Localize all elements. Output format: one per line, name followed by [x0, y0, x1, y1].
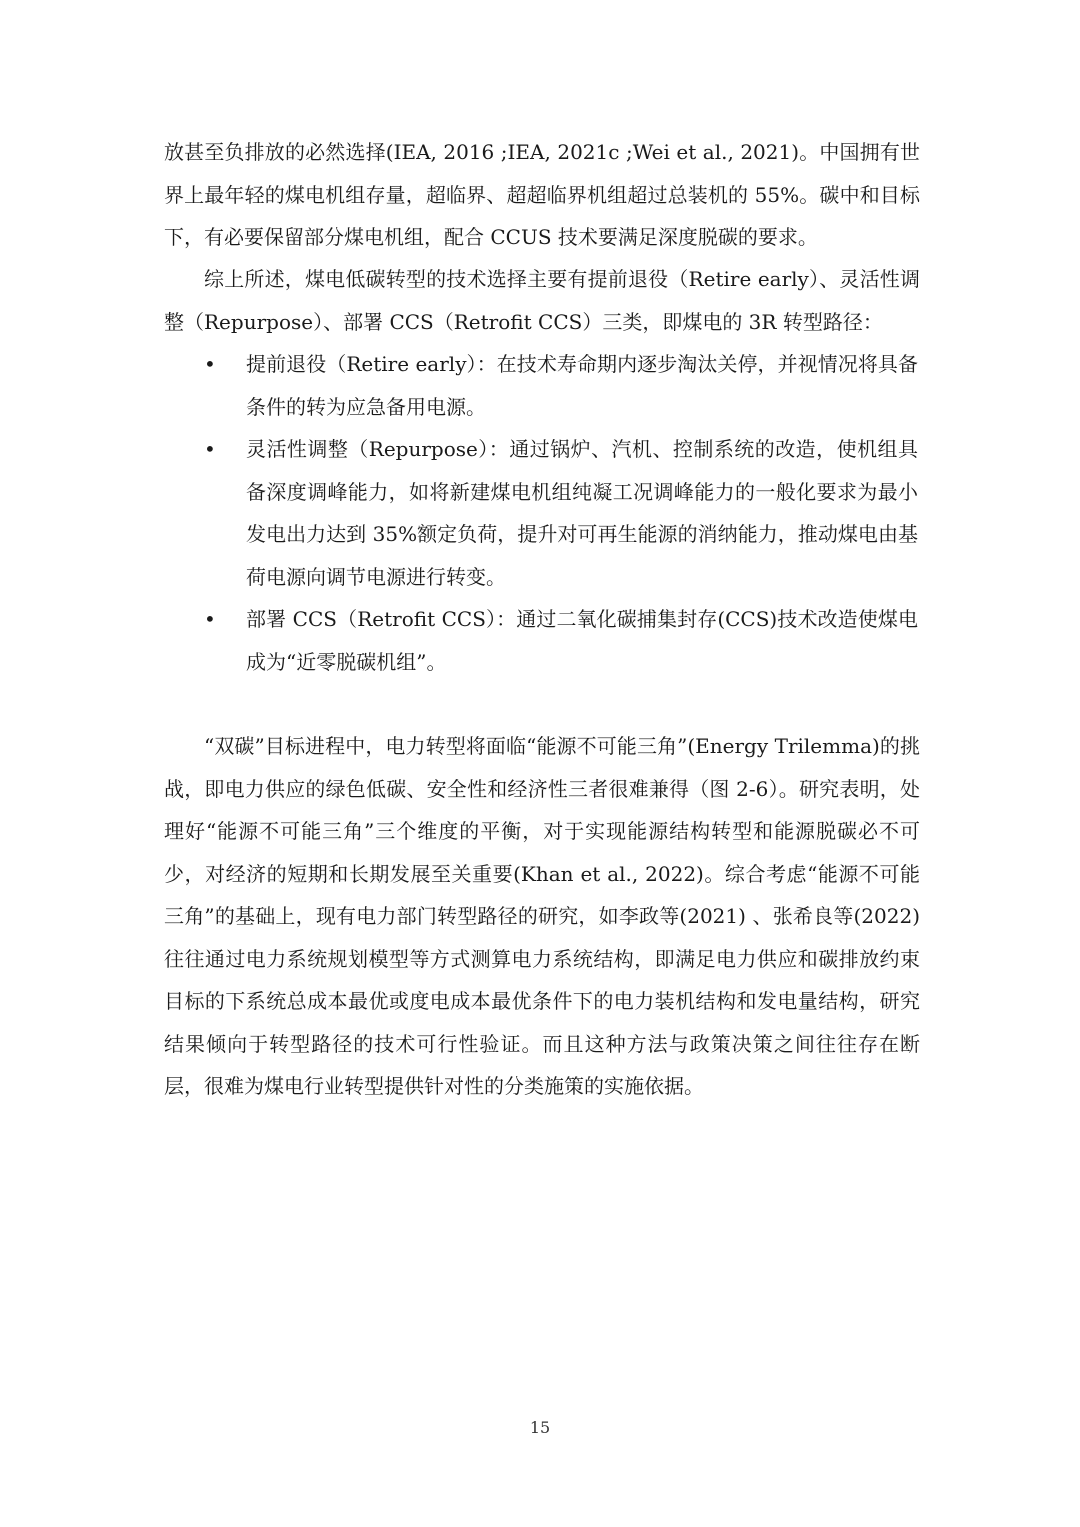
- bullet-text-ccs: 部署 CCS（Retrofit CCS）：通过二氧化碳捕集封存(CCS)技术改造使煤电成为“近零脱碳机组”。: [246, 607, 918, 674]
- list-item: [0, 343, 1080, 428]
- bullet-icon: •: [204, 607, 216, 631]
- paragraph-3: “双碳”目标进程中，电力转型将面临“能源不可能三角”(Energy Trilemma)的挑战，即电力供应的绿色低碳、安全性和经济性三者很难兼得（图 2-6）。研究表明，处理好“能源不可能三角”三个维度的平衡，对于实现能源结构转型和能源脱碳必不可少，对经济的短期和长期发展至关重要(Khan et al., 2022)。综合考虑“能源不可能三角”的基础上，现有电力部门转型路径的研究，如李政等(2021) 、张希良等(2022) 往往通过电力系统规划模型等方式测算电力系统结构，即满足电力供应和碳排放约束目标的下系统总成本最优或度电成本最优条件下的电力装机结构和发电量结构，研究结果倾向于转型路径的技术可行性验证。而且这种方法与政策决策之间往往存在断层，很难为煤电行业转型提供针对性的分类施策的实施依据。: [164, 734, 920, 1098]
- paragraph-2: 综上所述，煤电低碳转型的技术选择主要有提前退役（Retire early）、灵活性调整（Repurpose）、部署 CCS（Retrofit CCS）三类，即煤电的 3R 转型路径：: [164, 267, 920, 334]
- bullet-text-repurpose: 灵活性调整（Repurpose）：通过锅炉、汽机、控制系统的改造，使机组具备深度调峰能力，如将新建煤电机组纯凝工况调峰能力的一般化要求为最小发电出力达到 35%额定负荷，提升对可再生能源的消纳能力，推动煤电由基荷电源向调节电源进行转变。: [246, 437, 918, 589]
- bullet-icon: •: [204, 437, 216, 461]
- paragraph-1: 放甚至负排放的必然选择(IEA, 2016 ;IEA, 2021c ;Wei et al., 2021)。中国拥有世界上最年轻的煤电机组存量，超临界、超超临界机组超过总装机的 55%。碳中和目标下，有必要保留部分煤电机组，配合 CCUS 技术要满足深度脱碳的要求。: [164, 140, 920, 249]
- bullet-list: [0, 343, 1080, 683]
- page-number: 15: [529, 1418, 551, 1437]
- bullet-icon: •: [204, 352, 216, 376]
- list-item: [0, 598, 1080, 683]
- list-item: [0, 428, 1080, 598]
- bullet-text-retire: 提前退役（Retire early）：在技术寿命期内逐步淘汰关停，并视情况将具备条件的转为应急备用电源。: [246, 352, 918, 419]
